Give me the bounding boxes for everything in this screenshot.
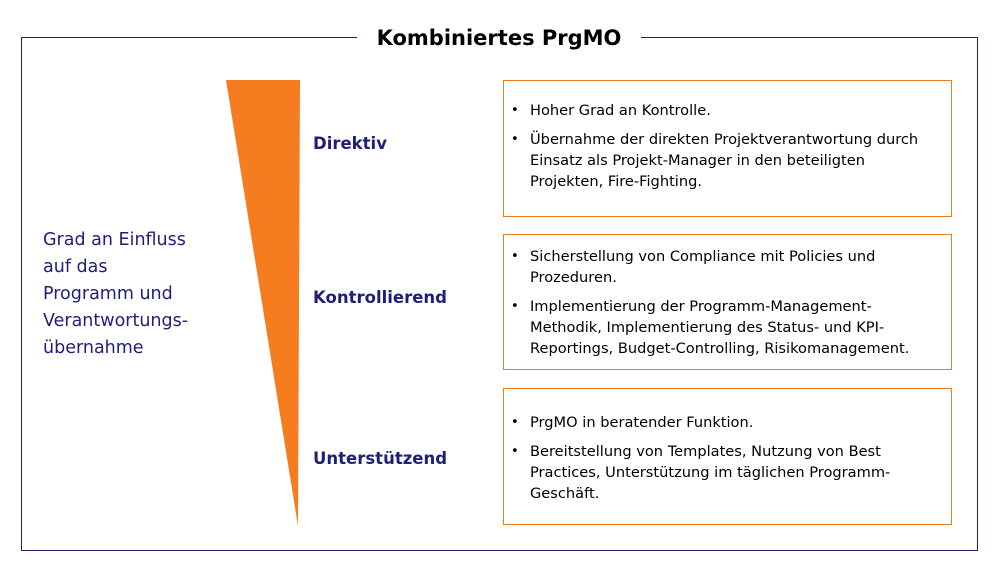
bullet-icon: • <box>511 103 519 118</box>
bullet-list <box>504 412 939 504</box>
influence-label: Grad an Einfluss auf das Programm und Verantwortungs- übernahme <box>43 230 189 358</box>
bullet-item <box>504 246 939 288</box>
bullet-text: Hoher Grad an Kontrolle. <box>530 102 711 119</box>
level-box-unterstuetzend <box>503 388 952 525</box>
level-label-direktiv: Direktiv <box>313 134 387 153</box>
bullet-text: PrgMO in beratender Funktion. <box>530 414 754 431</box>
bullet-text: Bereitstellung von Templates, Nutzung von Best Practices, Unterstützung im täglichen Programm-Geschäft. <box>530 443 891 502</box>
bullet-text: Sicherstellung von Compliance mit Policies und Prozeduren. <box>530 248 876 286</box>
bullet-item <box>504 412 939 433</box>
level-label-kontrollierend: Kontrollierend <box>313 288 447 307</box>
bullet-list <box>504 100 939 192</box>
bullet-text: Übernahme der direkten Projektverantwortung durch Einsatz als Projekt-Manager in den beteiligten Projekten, Fire-Fighting. <box>530 131 919 190</box>
bullet-item <box>504 129 939 192</box>
bullet-icon: • <box>511 249 519 264</box>
influence-triangle <box>226 80 300 526</box>
diagram-title: Kombiniertes PrgMO <box>357 20 641 56</box>
bullet-icon: • <box>511 299 519 314</box>
level-box-direktiv <box>503 80 952 217</box>
bullet-list <box>504 246 939 359</box>
bullet-text: Implementierung der Programm-Management-Methodik, Implementierung des Status- und KPI-Reportings, Budget-Controlling, Risikomanagement. <box>530 298 910 357</box>
level-box-kontrollierend <box>503 234 952 370</box>
bullet-icon: • <box>511 415 519 430</box>
bullet-icon: • <box>511 132 519 147</box>
bullet-item <box>504 441 939 504</box>
level-label-unterstuetzend: Unterstützend <box>313 449 448 468</box>
bullet-item <box>504 296 939 359</box>
bullet-item <box>504 100 939 121</box>
bullet-icon: • <box>511 444 519 459</box>
influence-triangle-shape <box>226 80 300 526</box>
